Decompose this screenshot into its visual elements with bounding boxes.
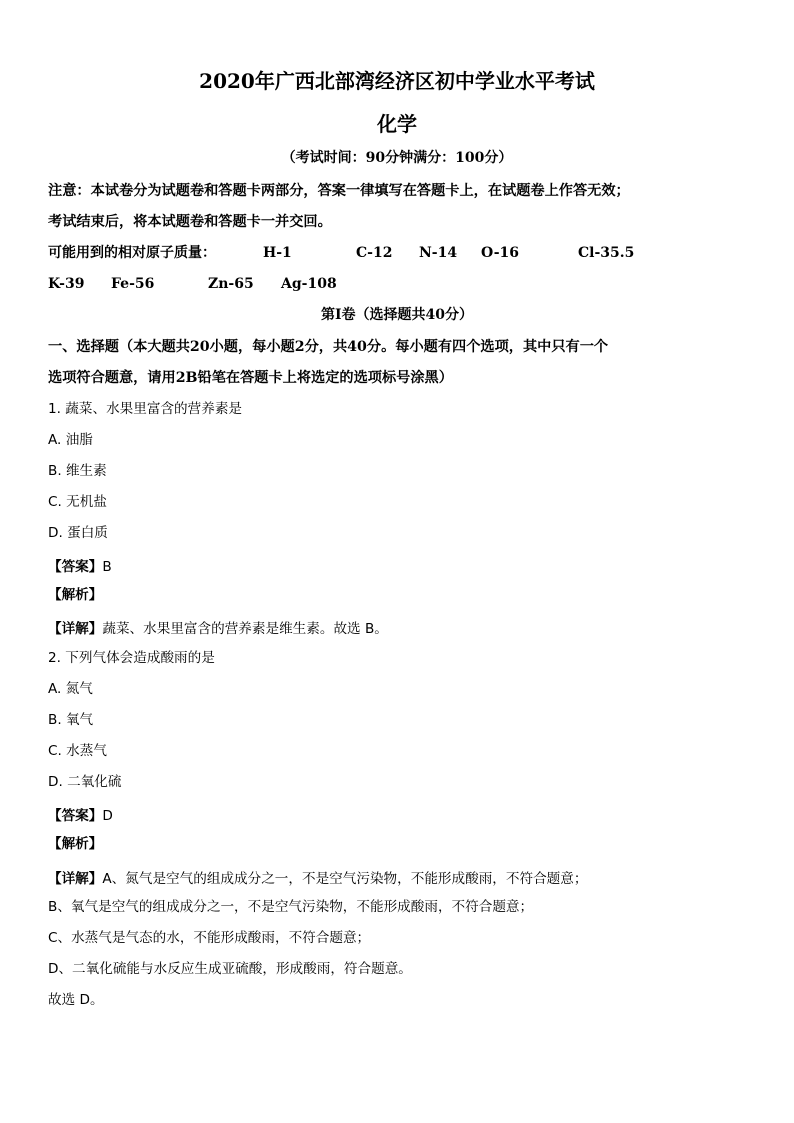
atomic-mass-item: C-12 <box>356 245 393 261</box>
atomic-mass-item: Ag-108 <box>281 276 337 292</box>
atomic-mass-item: O-16 <box>481 245 520 261</box>
question-2-detail <box>48 870 587 887</box>
atomic-mass-item: K-39 <box>48 276 85 292</box>
question-2-option-d: D. 二氧化硫 <box>48 774 122 790</box>
question-2-option-c: C. 水蒸气 <box>48 743 107 759</box>
atomic-mass-item: N-14 <box>419 245 458 261</box>
atomic-mass-item: Fe-56 <box>111 276 155 292</box>
question-2-answer <box>48 807 113 824</box>
section-instruction-1: 一、选择题（本大题共20小题，每小题2分，共40分。每小题有四个选项，其中只有一个 <box>48 339 609 355</box>
answer-tag: 【答案】 <box>48 808 103 824</box>
question-2-detail-line: D、二氧化硫能与水反应生成亚硫酸，形成酸雨，符合题意。 <box>48 961 412 977</box>
question-2-detail-line: C、水蒸气是气态的水，不能形成酸雨，不符合题意； <box>48 930 371 946</box>
detail-tag: 【详解】 <box>48 871 103 887</box>
question-2-option-a: A. 氮气 <box>48 681 93 697</box>
answer-value: D <box>102 808 113 824</box>
detail-tag: 【详解】 <box>48 621 103 637</box>
detail-text: 蔬菜、水果里富含的营养素是维生素。故选 B。 <box>102 621 388 637</box>
question-2-analysis-tag: 【解析】 <box>48 836 103 852</box>
notice-line-1: 注意：本试卷分为试题卷和答题卡两部分，答案一律填写在答题卡上，在试题卷上作答无效； <box>48 183 630 199</box>
question-2-option-b: B. 氧气 <box>48 712 94 728</box>
atomic-mass-item: H-1 <box>263 245 292 261</box>
question-1-option-b: B. 维生素 <box>48 463 107 479</box>
notice-line-2: 考试结束后，将本试题卷和答题卡一并交回。 <box>48 214 332 230</box>
detail-text: A、氮气是空气的组成成分之一，不是空气污染物，不能形成酸雨，不符合题意； <box>102 871 588 887</box>
atomic-mass-item: Cl-35.5 <box>578 245 635 261</box>
question-1-detail <box>48 620 388 637</box>
question-1-option-d: D. 蛋白质 <box>48 525 108 541</box>
question-2-detail-line: 故选 D。 <box>48 992 104 1008</box>
subject-title: 化学 <box>377 112 417 136</box>
question-1-option-a: A. 油脂 <box>48 432 93 448</box>
section-title: 第Ⅰ卷（选择题共40分） <box>320 307 474 323</box>
question-2-stem: 2. 下列气体会造成酸雨的是 <box>48 650 215 666</box>
question-2-detail-line: B、氧气是空气的组成成分之一，不是空气污染物，不能形成酸雨，不符合题意； <box>48 899 534 915</box>
question-1-stem: 1. 蔬菜、水果里富含的营养素是 <box>48 401 243 417</box>
exam-time-info: （考试时间：90分钟满分：100分） <box>281 150 513 166</box>
answer-value: B <box>102 559 112 575</box>
atomic-mass-label: 可能用到的相对原子质量： <box>48 245 216 261</box>
question-1-option-c: C. 无机盐 <box>48 494 107 510</box>
exam-title: 2020年广西北部湾经济区初中学业水平考试 <box>199 69 595 93</box>
answer-tag: 【答案】 <box>48 559 103 575</box>
question-1-answer <box>48 558 112 575</box>
question-1-analysis-tag: 【解析】 <box>48 587 103 603</box>
section-instruction-2: 选项符合题意，请用2B铅笔在答题卡上将选定的选项标号涂黑） <box>48 370 453 386</box>
atomic-mass-item: Zn-65 <box>208 276 254 292</box>
